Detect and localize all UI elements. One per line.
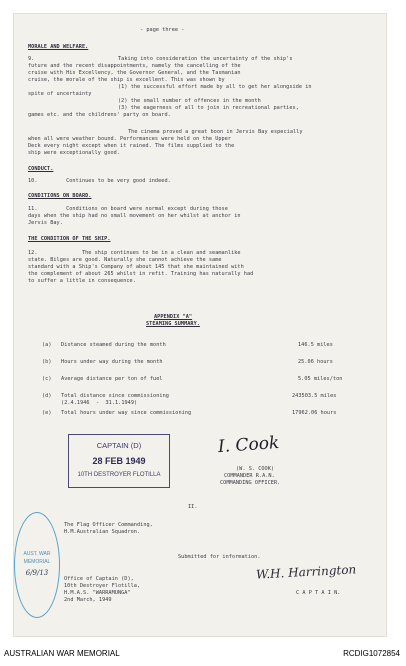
summary-row-label: (e) Total hours under way since commissioning: [42, 410, 192, 416]
section-numeral: II.: [188, 504, 198, 510]
stamp-flotilla: 10TH DESTROYER FLOTILLA: [77, 472, 161, 478]
co-rank: COMMANDER R.A.N.: [224, 473, 275, 479]
co-signature: I. Cook: [217, 432, 280, 458]
summary-row-value: 243503.5 miles: [292, 393, 337, 399]
summary-row-label: (d) Total distance since commissioning: [42, 393, 169, 399]
p1-item: spite of uncertainty: [28, 91, 92, 97]
captain-label: C A P T A I N.: [296, 590, 341, 596]
p1-number: 9.: [28, 56, 35, 62]
appendix-title: APPENDIX "A": [154, 314, 193, 320]
p4-line: days when the ship had no small movement on her whilst at anchor in: [28, 213, 241, 219]
footer-source: AUSTRALIAN WAR MEMORIAL: [4, 649, 120, 658]
p3-line: 10. Continues to be very good indeed.: [28, 178, 171, 184]
document-page: [14, 14, 386, 636]
sender-line: Office of Captain (D),: [64, 576, 134, 582]
sender-line: 2nd March, 1949: [64, 597, 112, 603]
submitted-note: Submitted for information.: [178, 554, 261, 560]
summary-row-value: 25.06 hours: [298, 359, 333, 365]
p2-line: The cinema proved a great boon in Jervis Bay especially: [128, 129, 303, 135]
summary-row-label: (b) Hours under way during the month: [42, 359, 163, 365]
oval-stamp: [14, 512, 60, 618]
conduct-heading: CONDUCT.: [28, 166, 54, 172]
summary-row-label: (c) Average distance per ton of fuel: [42, 376, 163, 382]
summary-row-value: 17962.06 hours: [292, 410, 337, 416]
morale-heading: MORALE AND WELFARE.: [28, 44, 89, 50]
co-role: COMMANDING OFFICER.: [220, 480, 281, 486]
p5-line: state. Bilges are good. Naturally she cannot achieve the same: [28, 257, 222, 263]
p1-line: cruise, the morale of the ship is excellent. This was shown by: [28, 77, 225, 83]
p1-item: (3) the eagerness of all to join in recreational parties,: [118, 105, 299, 111]
p2-line: when all were weather bound. Performances were held on the Upper: [28, 136, 232, 142]
p5-line: 12. The ship continues to be in a clean and seamanlike: [28, 250, 241, 256]
addressee-line: H.M.Australian Squadron.: [64, 529, 141, 535]
conditions-heading: CONDITIONS ON BOARD.: [28, 193, 92, 199]
page-header: - page three -: [140, 27, 185, 33]
p5-line: to suffer a little in consequence.: [28, 278, 136, 284]
addressee-line: The Flag Officer Commanding,: [64, 522, 153, 528]
p5-line: the complement of about 265 whilst in refit. Training has naturally had: [28, 271, 254, 277]
stamp-date: 28 FEB 1949: [92, 456, 146, 466]
p2-line: Deck every night except when it rained. The films supplied to the: [28, 143, 235, 149]
p1-item: games etc. and the childrens' party on board.: [28, 112, 171, 118]
p1-line: future and the recent disappointments, namely the cancelling of the: [28, 63, 241, 69]
sender-line: 10th Destroyer Flotilla,: [64, 583, 141, 589]
p1-line: cruise with His Excellency, the Governor General, and the Tasmanian: [28, 70, 241, 76]
condition-heading: THE CONDITION OF THE SHIP.: [28, 236, 111, 242]
captain-signature: W.H. Harrington: [255, 562, 357, 582]
oval-stamp-text: MEMORIAL: [23, 559, 51, 565]
appendix-subtitle: STEAMING SUMMARY.: [146, 321, 200, 327]
sender-line: H.M.A.S. "WARRAMUNGA": [64, 590, 131, 596]
summary-row-label: (2.4.1946 - 31.1.1949): [42, 400, 138, 406]
p5-line: standard with a Ship's Company of about 145 that she maintained with: [28, 264, 244, 270]
p4-line: 11. Conditions on board were normal except during those: [28, 206, 228, 212]
captain-d-stamp: [68, 434, 170, 488]
summary-row-value: 146.5 miles: [298, 342, 333, 348]
p4-line: Jervis Bay.: [28, 220, 63, 226]
oval-stamp-text: AUST. WAR: [23, 551, 51, 557]
p2-line: ship were exceptionally good.: [28, 150, 121, 156]
co-name: (W. S. COOK): [236, 466, 275, 472]
p1-line: Taking into consideration the uncertainty of the ship's: [118, 56, 293, 62]
stamp-title: CAPTAIN (D): [96, 441, 142, 450]
p1-item: (2) the small number of offences in the month: [118, 98, 261, 104]
p1-item: (1) the successful effort made by all to get her alongside in: [118, 84, 312, 90]
summary-row-label: (a) Distance steamed during the month: [42, 342, 166, 348]
footer-id: RCDIG1072854: [343, 649, 400, 658]
summary-row-value: 5.05 miles/ton: [298, 376, 343, 382]
oval-stamp-handwriting: 6/9/13: [25, 569, 49, 577]
